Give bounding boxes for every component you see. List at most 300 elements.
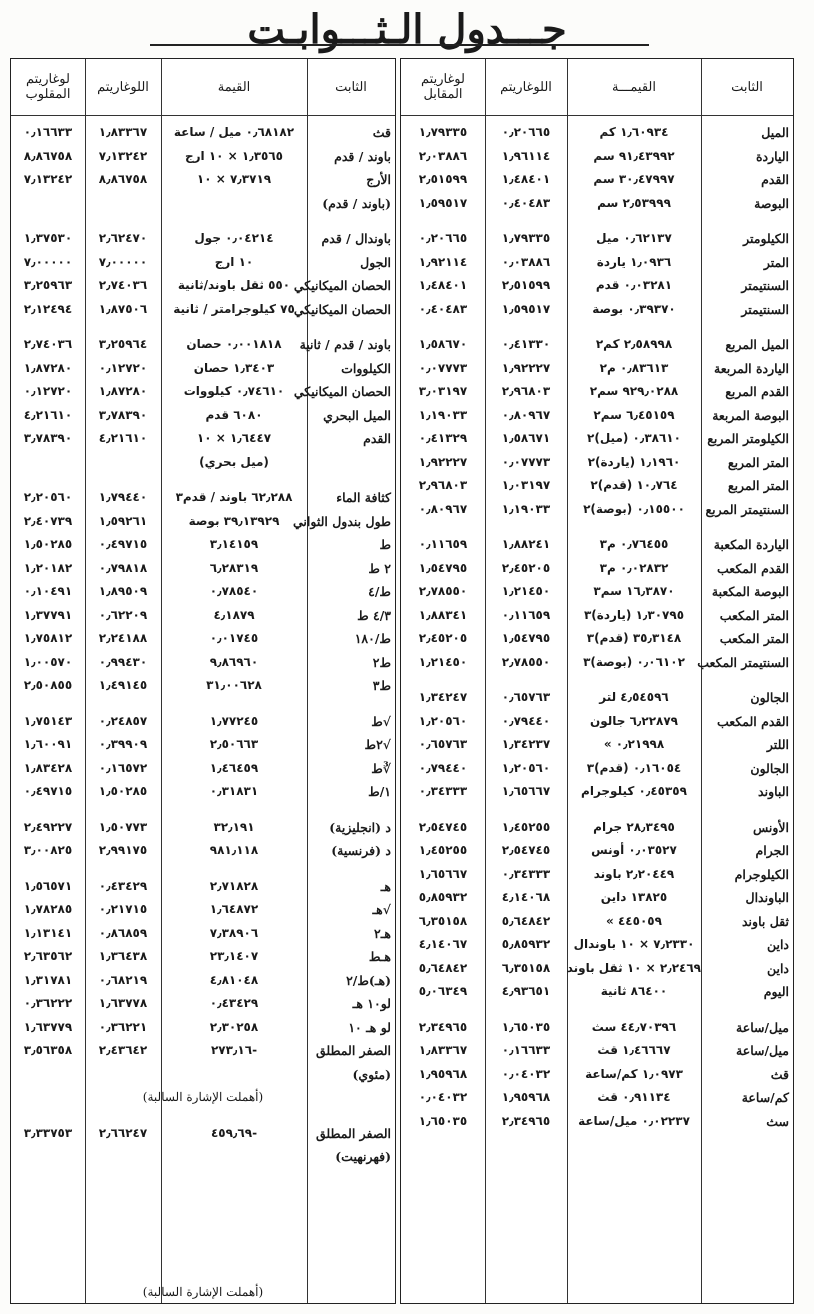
cell-constant: الحصان الميكانيكي xyxy=(293,301,391,317)
cell-log: ٢٫٧٤٠٣٦ xyxy=(98,278,148,292)
cell-value: ٢٣٫١٤٠٧ xyxy=(209,949,259,963)
table-row xyxy=(11,1039,395,1063)
table-row xyxy=(11,380,395,404)
cell-constant: ٢ ط xyxy=(368,560,391,576)
table-row xyxy=(401,451,793,475)
cell-log-recip: ٥٫٨٥٩٣٢ xyxy=(418,890,468,904)
cell-log-recip: ١٫٥٩٥١٧ xyxy=(418,195,468,210)
table-row xyxy=(11,969,395,993)
cell-log: ٠٫٤٣٤٢٩ xyxy=(98,878,148,893)
cell-log: ١٫٤٩١٤٥ xyxy=(98,678,148,692)
header-value: القيمـــة xyxy=(612,79,656,95)
cell-log: ٣٫٢٥٩٦٤ xyxy=(98,337,148,351)
cell-value: ١٫٠٩٧٣ كم/ساعة xyxy=(585,1066,683,1081)
cell-constant: ط/٤ xyxy=(368,584,391,599)
cell-value: ٢٫٢٤٦٩ × ١٠ ثقل باوند xyxy=(566,960,701,975)
cell-log-recip: ١٫٤٥٢٥٥ xyxy=(418,843,468,857)
cell-constant: القدم xyxy=(761,172,789,187)
cell-value: ٤٤٥٠٥٩ » xyxy=(606,913,662,928)
cell-log: ٠٫٠٣٨٨٦ xyxy=(501,254,551,269)
cell-value: ٧٫٢٣٣٠ × ١٠ باوندال xyxy=(573,937,695,951)
cell-log-recip: ١٫٧٩٣٣٥ xyxy=(418,125,468,139)
table-row xyxy=(401,1016,793,1040)
cell-value: ٠٫٦٨١٨٢ ميل / ساعة xyxy=(173,125,295,139)
table-row xyxy=(401,1110,793,1134)
cell-log-recip: ١٫٧٥٨١٢ xyxy=(23,631,73,645)
table-row xyxy=(11,604,395,628)
cell-log-recip xyxy=(11,192,85,216)
table-row xyxy=(401,933,793,957)
header-log: اللوغاريتم xyxy=(500,79,552,95)
cell-constant: ثقل باوند xyxy=(742,913,789,929)
cell-log: ٤٫٩٣٦٥١ xyxy=(501,984,551,998)
table-row xyxy=(401,957,793,981)
cell-value: -٤٥٩٫٦٩ xyxy=(210,1125,258,1140)
cell-value: ٠٫٠٣٥٢٧ أونس xyxy=(591,843,677,857)
cell-log: ٢٫٣٤٩٦٥ xyxy=(501,1113,551,1128)
cell-constant xyxy=(307,451,395,475)
cell-constant: √٢ط xyxy=(364,737,391,752)
cell-log-recip: ٢٫٥٤٧٤٥ xyxy=(418,819,468,834)
cell-value: ١٫١٩٦٠ (ياردة)٢ xyxy=(587,454,681,469)
cell-log: ٢٫٦٦٢٤٧ xyxy=(98,1125,148,1140)
cell-log: ١٫٤٨٤٠١ xyxy=(501,172,551,186)
cell-value: ٣٥٫٣١٤٨ (قدم)٣ xyxy=(586,631,682,645)
table-row xyxy=(11,510,395,534)
cell-log: ١٫١٩٠٣٣ xyxy=(501,501,551,516)
header-value: القيمة xyxy=(217,79,251,95)
cell-value: ٧٫٣٨٩٠٦ xyxy=(209,925,259,940)
cell-log-recip: ١٫٣٧٥٣٠ xyxy=(23,231,73,245)
cell-log-recip: ٢٫٠٣٨٨٦ xyxy=(418,148,468,163)
cell-log xyxy=(85,451,161,475)
table-row xyxy=(11,945,395,969)
cell-log-recip: ٠٫٤٠٤٨٣ xyxy=(418,301,468,316)
cell-log: ٠٫٧٩٤٤٠ xyxy=(501,713,551,728)
cell-log: ٦٫٣٥١٥٨ xyxy=(501,960,551,975)
cell-value: ٣٫١٤١٥٩ xyxy=(209,537,259,551)
cell-log-recip: ٤٫١٤٠٦٧ xyxy=(418,937,468,951)
cell-value xyxy=(161,1063,307,1087)
cell-log: ٣٫٧٨٣٩٠ xyxy=(98,407,148,422)
cell-constant: الجالون xyxy=(750,690,789,705)
cell-constant: ط xyxy=(379,537,391,552)
cell-log-recip: ٧٫٠٠٠٠٠ xyxy=(23,254,73,269)
table-row xyxy=(401,427,793,451)
cell-log-recip: ٠٫٤٩٧١٥ xyxy=(23,784,73,798)
cell-log: ٧٫٠٠٠٠٠ xyxy=(98,254,148,269)
cell-log-recip: ٣٫٠٣١٩٧ xyxy=(418,384,468,398)
cell-log-recip: ٣٫٣٣٧٥٣ xyxy=(23,1125,73,1140)
table-row xyxy=(401,733,793,757)
cell-log: ٠٫٦٢٢٠٩ xyxy=(98,607,148,622)
table-row xyxy=(11,674,395,698)
cell-log: ١٫٥٠٢٨٥ xyxy=(98,784,148,798)
cell-value: ٢٫٥٠٦٦٣ xyxy=(209,737,259,751)
cell-constant: ٤/٣ ط xyxy=(357,607,391,623)
cell-constant: √ط xyxy=(371,713,391,729)
cell-value: ٦٠٨٠ قدم xyxy=(205,407,263,422)
cell-constant: الأونس xyxy=(752,819,789,835)
cell-value: ٦٫٢٢٨٧٩ جالون xyxy=(589,713,679,728)
cell-log: ٠٫٨٠٩٦٧ xyxy=(501,407,551,422)
table-row xyxy=(401,404,793,428)
cell-value: ١٦٫٣٨٧٠ سم٣ xyxy=(593,584,675,598)
cell-constant: البوصة المربعة xyxy=(712,407,789,423)
cell-log-recip: ١٫٣٤٢٤٧ xyxy=(418,690,468,704)
cell-constant: الصفر المطلق xyxy=(315,1125,391,1141)
page-title: جـــدول الـثـــوابـت xyxy=(247,6,567,53)
cell-log-recip: ١٫٦٥٦٦٧ xyxy=(418,866,468,881)
cell-log-recip: ١٫٧٨٢٨٥ xyxy=(23,902,73,916)
cell-log: ٠٫٣٤٣٣٣ xyxy=(501,866,551,881)
cell-log: ١٫٧٩٣٣٥ xyxy=(501,231,551,245)
cell-log-recip: ١٫٩٢١١٤ xyxy=(418,254,468,269)
table-row xyxy=(401,710,793,734)
cell-value: ٢٫٥٨٩٩٨ كم٢ xyxy=(595,337,673,351)
cell-constant: الياردة المكعبة xyxy=(713,537,789,552)
table-row xyxy=(401,816,793,840)
table-row xyxy=(401,580,793,604)
cell-log-recip: ٠٫٠٤٠٣٢ xyxy=(418,1090,468,1104)
cell-value: ٠٫٣٩٣٧٠ بوصة xyxy=(592,301,676,316)
cell-log-recip: ١٫٢٠١٨٢ xyxy=(23,560,73,575)
cell-value: ١٫٧٧٢٤٥ xyxy=(209,713,259,728)
group-spacer xyxy=(11,698,395,710)
table-row xyxy=(401,557,793,581)
cell-log-recip: ٢٫٤٩٢٢٧ xyxy=(23,819,73,834)
cell-constant: ١/ط xyxy=(368,784,391,799)
table-row xyxy=(11,145,395,169)
cell-log: ٠٫١١٦٥٩ xyxy=(501,607,551,622)
table-row xyxy=(11,533,395,557)
cell-log: ١٫٦٣٧٧٨ xyxy=(98,996,148,1010)
cell-constant: (هـ)ط/٢ xyxy=(346,972,391,988)
cell-constant: المتر المكعب xyxy=(719,607,789,623)
cell-constant: الميل xyxy=(761,125,789,140)
cell-log: ٥٫٦٤٨٤٢ xyxy=(501,913,551,928)
cell-value: ٩٨١٫١١٨ xyxy=(209,843,259,857)
cell-log: ٢٫٩٦٨٠٣ xyxy=(501,384,551,398)
cell-log-recip: ٢٫٤٠٧٣٩ xyxy=(23,513,73,528)
cell-log: ٢٫٢٤١٨٨ xyxy=(98,631,148,645)
cell-constant: الباوندال xyxy=(745,890,789,905)
cell-log-recip: ٠٫٦٥٧٦٣ xyxy=(418,737,468,751)
cell-constant: الكيلومتر xyxy=(743,231,789,246)
table-row xyxy=(11,922,395,946)
cell-log: ١٫٠٣١٩٧ xyxy=(501,478,551,492)
cell-log-recip: ٤٫٢١٦١٠ xyxy=(23,407,73,422)
cell-log: ٠٫٤٠٤٨٣ xyxy=(501,195,551,210)
cell-value: ٠٫٠٤٢١٤ جول xyxy=(194,231,274,245)
cell-value: ٩٫٨٦٩٦٠ xyxy=(209,654,259,669)
table-row xyxy=(11,251,395,275)
cell-constant: هـ xyxy=(380,878,391,894)
table-row xyxy=(11,757,395,781)
cell-log-recip: ٢٫٥٠٨٥٥ xyxy=(23,678,73,692)
table-row xyxy=(11,168,395,192)
cell-log: ١٫٨٩٥٠٩ xyxy=(98,584,148,598)
cell-log: ١٫٦٥٠٣٥ xyxy=(501,1019,551,1034)
cell-log: ١٫٦٥٦٦٧ xyxy=(501,784,551,798)
cell-value: ٢٫٢٠٤٤٩ باوند xyxy=(593,866,675,881)
table-row xyxy=(11,733,395,757)
left-table-body xyxy=(11,121,395,1169)
cell-log-recip: ٠٫٣٦٢٢٢ xyxy=(23,996,73,1010)
cell-log: ٠٫٢٠٦٦٥ xyxy=(501,125,551,139)
cell-constant: باوندال / قدم xyxy=(321,231,391,246)
cell-log: ٢٫٤٥٢٠٥ xyxy=(501,560,551,575)
cell-value xyxy=(161,192,307,216)
cell-log-recip: ٥٫٠٦٣٤٩ xyxy=(418,984,468,998)
cell-constant: الأرج xyxy=(366,172,391,187)
cell-log-recip xyxy=(11,1145,85,1169)
cell-log-recip: ١٫٢١٤٥٠ xyxy=(418,654,468,669)
cell-log-recip: ١٫٦٥٠٣٥ xyxy=(418,1113,468,1128)
cell-log: ١٫٥٩٢٦١ xyxy=(98,513,148,528)
cell-constant: المتر المربع xyxy=(727,478,789,493)
cell-log: ١٫٨٧٥٠٦ xyxy=(98,301,148,316)
cell-value: ٠٫٠٣٢٨١ قدم xyxy=(595,278,673,292)
header-log: اللوغاريتم xyxy=(97,79,149,95)
cell-value: -٢٧٣٫١٦ xyxy=(210,1043,258,1057)
table-row xyxy=(401,251,793,275)
header-constant: الثابت xyxy=(731,79,763,95)
cell-log-recip: ٠٫٨٠٩٦٧ xyxy=(418,501,468,516)
table-row xyxy=(11,427,395,451)
cell-constant: هـط xyxy=(368,949,391,964)
cell-log: ٠٫٤١٣٣٠ xyxy=(501,337,551,351)
cell-constant: سث xyxy=(766,1113,789,1129)
cell-log: ٠٫٢١٧١٥ xyxy=(98,902,148,916)
table-row xyxy=(401,980,793,1004)
cell-constant: الجرام xyxy=(755,843,789,858)
cell-log-recip: ١٫٨٧٢٨٠ xyxy=(23,360,73,375)
table-row xyxy=(401,274,793,298)
cell-value: ٠٫٠٦١٠٢ (بوصة)٣ xyxy=(583,654,685,669)
table-row xyxy=(11,839,395,863)
cell-log-recip: ٠٫١٠٤٩١ xyxy=(23,584,73,598)
table-row xyxy=(401,380,793,404)
cell-constant: ط٢ xyxy=(372,654,391,670)
cell-value: ٠٫٢١٩٩٨ » xyxy=(603,737,665,751)
footnote-negative-sign: (أهملت الإشارة السالبة) xyxy=(142,1090,264,1104)
cell-log-recip: ١٫٥٨٦٧٠ xyxy=(418,337,468,351)
cell-value: ٩٢٩٫٠٢٨٨ سم٢ xyxy=(589,384,679,398)
footnote-negative-sign: (أهملت الإشارة السالبة) xyxy=(142,1285,264,1299)
cell-log-recip xyxy=(11,451,85,475)
cell-log-recip: ٦٫٣٥١٥٨ xyxy=(418,913,468,928)
cell-constant: البوصة المكعبة xyxy=(711,584,789,599)
cell-value: ٣١٫٠٠٦٢٨ xyxy=(206,678,262,692)
cell-constant: د (فرنسية) xyxy=(331,843,391,858)
cell-log-recip: ١٫٧٥١٤٣ xyxy=(23,713,73,728)
cell-value: ٢٨٫٣٤٩٥ جرام xyxy=(593,819,675,834)
table-row xyxy=(401,780,793,804)
table-row xyxy=(11,627,395,651)
cell-log-recip: ٣٫٠٠٨٢٥ xyxy=(23,843,73,857)
cell-log: ١٫٨٨٢٤١ xyxy=(501,537,551,551)
cell-log: ٠٫٣٦٢٢١ xyxy=(98,1019,148,1034)
cell-log-recip: ٠٫١١٦٥٩ xyxy=(418,537,468,551)
table-row xyxy=(11,580,395,604)
table-row xyxy=(11,710,395,734)
table-row xyxy=(401,757,793,781)
cell-constant: قث xyxy=(770,1066,789,1082)
cell-value: ٠٫٠٢٨٣٢ م٣ xyxy=(599,560,669,575)
cell-value: ١٫٣٠٧٩٥ (ياردة)٣ xyxy=(583,607,685,622)
cell-log: ٤٫١٤٠٦٨ xyxy=(501,890,551,904)
cell-log: ١٫٨٣٣٦٧ xyxy=(98,125,148,139)
table-row xyxy=(401,168,793,192)
cell-constant: اليوم xyxy=(763,984,789,999)
cell-constant: داين xyxy=(766,960,789,976)
cell-constant: √هـ xyxy=(372,902,391,917)
cell-value: ٠٫١٦٠٥٤ (قدم)٣ xyxy=(586,760,682,775)
cell-log: ٢٫٩٩١٧٥ xyxy=(98,843,148,857)
cell-constant: الكيلووات xyxy=(341,360,391,376)
cell-constant: القدم المكعب xyxy=(717,560,789,576)
cell-log-recip: ١٫٥٤٧٩٥ xyxy=(418,560,468,575)
cell-constant: ميل/ساعة xyxy=(736,1043,789,1058)
cell-value: ٣٢٫١٩١ xyxy=(213,819,255,834)
table-row xyxy=(401,357,793,381)
cell-log-recip: ٢٫١٢٤٩٤ xyxy=(23,301,73,316)
table-row xyxy=(11,1063,395,1087)
cell-value: ٦٢٫٢٨٨ باوند / قدم٣ xyxy=(175,490,293,504)
cell-constant: السنتيمتر xyxy=(741,278,789,293)
cell-value: ٠٫٧٦٤٥٥ م٣ xyxy=(599,537,669,551)
cell-log-recip: ١٫٢٠٥٦٠ xyxy=(418,713,468,728)
table-row xyxy=(11,992,395,1016)
cell-log: ٠٫٦٥٧٦٣ xyxy=(501,690,551,704)
table-row xyxy=(401,604,793,628)
cell-constant: ط٣ xyxy=(372,678,391,693)
table-row xyxy=(401,627,793,651)
cell-constant: الباوند xyxy=(758,784,789,799)
cell-value: ١٫٤٦٦٦٧ قث xyxy=(597,1043,671,1057)
cell-log: ٢٫٤٣٦٤٢ xyxy=(98,1043,148,1057)
cell-log: ١٫٩٢٢٢٧ xyxy=(501,360,551,375)
cell-value: ٦٫٤٥١٥٩ سم٢ xyxy=(593,407,675,422)
group-spacer xyxy=(11,1110,395,1122)
cell-constant: الياردة المربعة xyxy=(714,360,789,376)
table-row xyxy=(11,227,395,251)
cell-log: ٠٫٠٤٠٣٢ xyxy=(501,1066,551,1081)
cell-log-recip: ٢٫٢٠٥٦٠ xyxy=(23,490,73,504)
cell-log-recip: ٧٫١٣٢٤٢ xyxy=(23,172,73,186)
table-row xyxy=(11,875,395,899)
cell-value: ٠٫٨٣٦١٣ م٢ xyxy=(599,360,669,375)
group-spacer xyxy=(401,321,793,333)
group-spacer xyxy=(401,674,793,686)
table-row xyxy=(401,333,793,357)
cell-log-recip: ٠٫٠٧٧٧٣ xyxy=(418,360,468,375)
cell-log-recip: ١٫٩٢٢٢٧ xyxy=(418,454,468,469)
cell-constant: ط/١٨٠ xyxy=(354,631,391,646)
cell-log-recip: ٢٫٤٥٢٠٥ xyxy=(418,631,468,645)
right-table-body xyxy=(401,121,793,1133)
cell-log-recip: ٠٫٢٠٦٦٥ xyxy=(418,231,468,245)
cell-value: ٠٫٤٣٤٢٩ xyxy=(209,996,259,1010)
cell-log: ٠٫٤٩٧١٥ xyxy=(98,537,148,551)
cell-log: ٤٫٢١٦١٠ xyxy=(98,431,148,445)
cell-constant: الجالون xyxy=(750,760,789,776)
cell-log-recip: ١٫٣٧٧٩١ xyxy=(23,607,73,622)
table-row xyxy=(11,357,395,381)
cell-constant: (باوند / قدم) xyxy=(322,195,391,211)
group-spacer xyxy=(11,863,395,875)
cell-value: ١٫٣٤٠٣ حصان xyxy=(193,360,275,375)
cell-log: ٠٫١٦٦٣٣ xyxy=(501,1043,551,1057)
cell-constant: باوند / قدم xyxy=(334,148,391,164)
cell-constant: الميل البحري xyxy=(323,407,391,423)
cell-log: ١٫٧٩٤٤٠ xyxy=(98,490,148,504)
cell-value: ٤٫٨١٠٤٨ xyxy=(209,972,259,987)
cell-value: ١٣٨٢٥ داين xyxy=(600,890,668,904)
cell-log-recip: ٠٫١٦٦٣٣ xyxy=(23,125,73,139)
cell-value: ١٫٣٥٦٥ × ١٠ ارج xyxy=(184,148,284,163)
table-row xyxy=(11,816,395,840)
cell-constant: داين xyxy=(766,937,789,952)
cell-log: ١٫٥٨٦٧١ xyxy=(501,431,551,445)
cell-constant: الميل المربع xyxy=(725,337,789,352)
cell-value: ٦٫٢٨٣١٩ xyxy=(209,560,259,575)
table-row xyxy=(11,780,395,804)
cell-constant: قث xyxy=(372,125,391,140)
cell-value: ١٫٠٩٣٦ ياردة xyxy=(596,254,672,269)
group-spacer xyxy=(11,215,395,227)
cell-value: ٠٫٤٥٣٥٩ كيلوجرام xyxy=(581,784,687,798)
cell-log: ١٫٩٦١١٤ xyxy=(501,148,551,163)
cell-log: ٢٫٧٨٥٥٠ xyxy=(501,654,551,669)
cell-log-recip: ١٫٣١٧٨١ xyxy=(23,972,73,987)
header-constant: الثابت xyxy=(335,79,367,95)
table-row xyxy=(11,1122,395,1146)
cell-value: ٧٫٣٧١٩ × ١٠ xyxy=(196,172,272,186)
cell-value: ٠٫١٥٥٠٠ (بوصة)٢ xyxy=(583,501,685,516)
header-separator xyxy=(401,115,793,116)
cell-log: ٠٫١٦٥٧٢ xyxy=(98,760,148,775)
cell-log-recip: ١٫٠٠٥٧٠ xyxy=(23,654,73,669)
cell-log: ٢٫٥٤٧٤٥ xyxy=(501,843,551,857)
table-row xyxy=(11,1145,395,1169)
cell-log-recip: ١٫٨٨٣٤١ xyxy=(418,607,468,622)
cell-log-recip: ١٫١٩٠٣٣ xyxy=(418,407,468,422)
cell-log-recip: ١٫٦٠٠٩١ xyxy=(23,737,73,751)
cell-value: ٣٩٫١٣٩٢٩ بوصة xyxy=(188,513,280,528)
cell-log xyxy=(85,1145,161,1169)
table-row xyxy=(11,898,395,922)
cell-value: ٠٫٦٢١٣٧ ميل xyxy=(596,231,672,245)
cell-log: ٥٫٨٥٩٣٢ xyxy=(501,937,551,951)
table-row xyxy=(401,839,793,863)
cell-value: ٤٫١٨٧٩ xyxy=(213,607,255,622)
table-row xyxy=(401,1086,793,1110)
table-row xyxy=(11,298,395,322)
cell-value: ٨٦٤٠٠ ثانية xyxy=(600,984,668,998)
cell-log-recip: ١٫٩٥٩٦٨ xyxy=(418,1066,468,1081)
group-spacer xyxy=(401,804,793,816)
cell-constant: (مئوي) xyxy=(352,1066,391,1082)
cell-log: ٢٫٥١٥٩٩ xyxy=(501,278,551,292)
table-row xyxy=(401,533,793,557)
table-row xyxy=(11,1016,395,1040)
cell-log-recip: ٣٫٥٦٣٥٨ xyxy=(23,1043,73,1057)
cell-value: ١٫٦٤٤٧ × ١٠ xyxy=(196,431,272,445)
header-log-recip: لوغاريتم المقلوب xyxy=(25,72,71,102)
cell-constant: المتر xyxy=(763,254,789,270)
